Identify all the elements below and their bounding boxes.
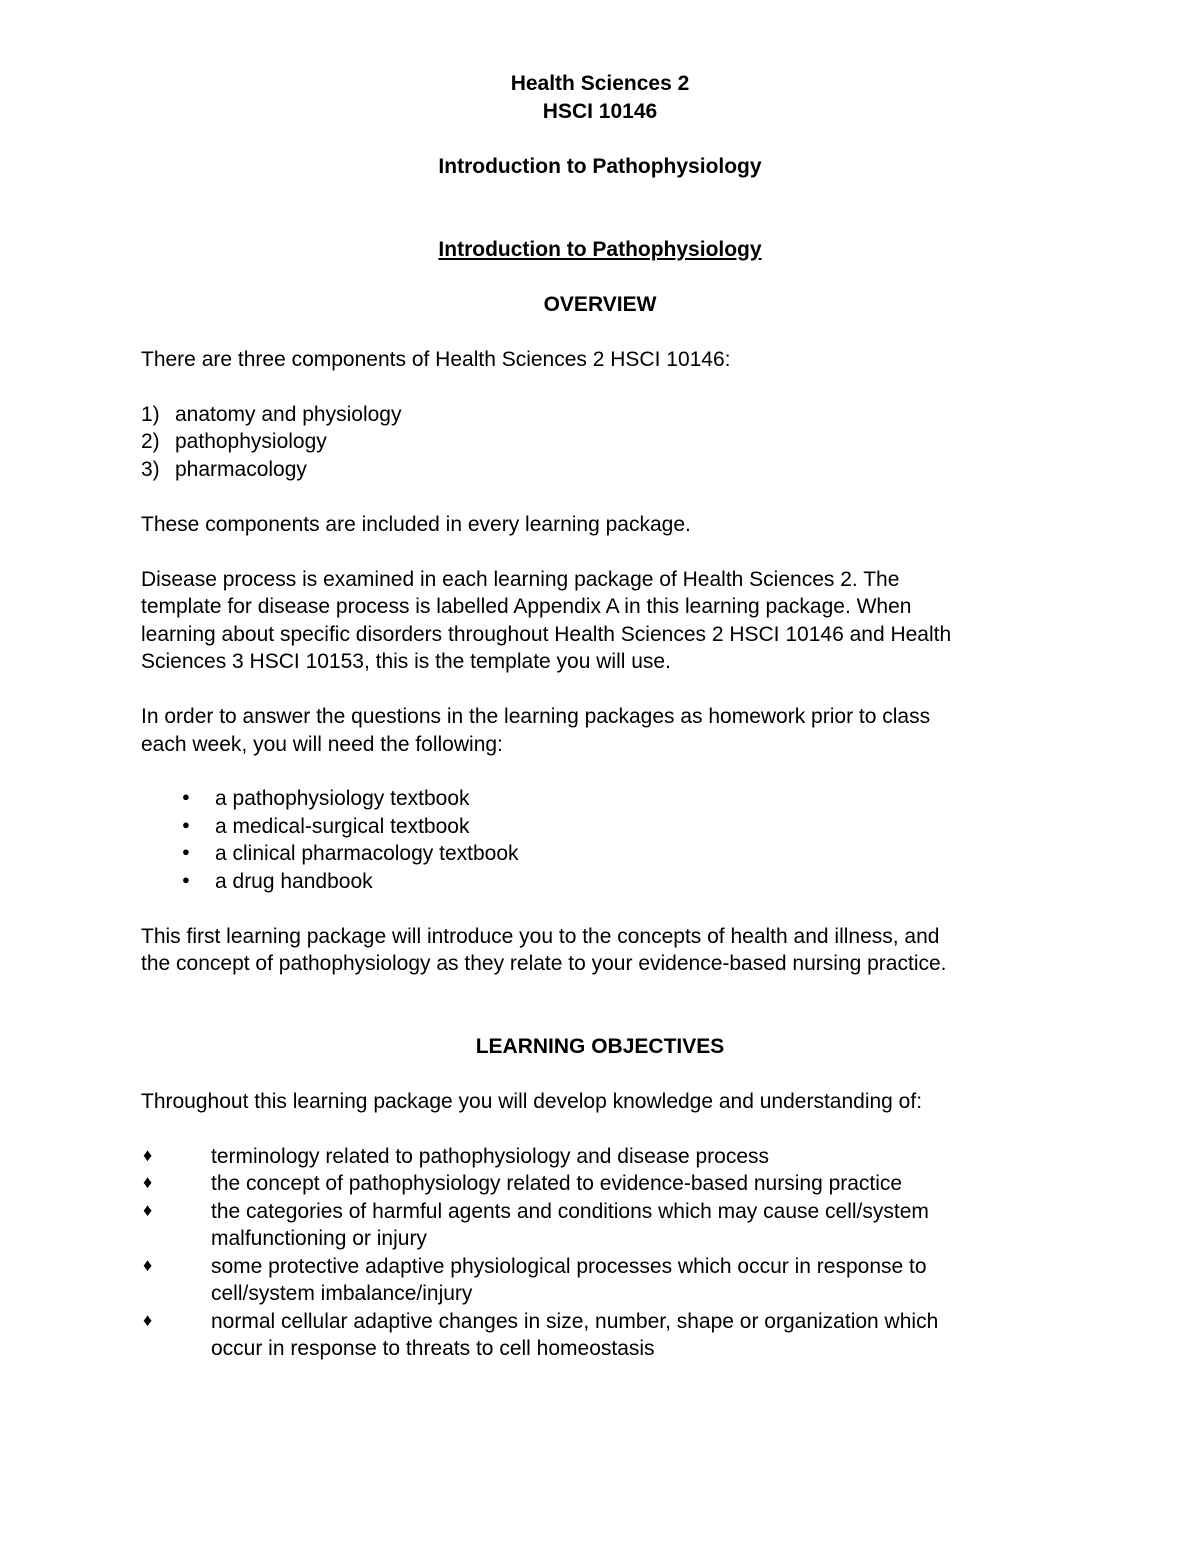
diamond-bullet-icon: ♦ bbox=[143, 1172, 153, 1192]
document-subtitle: Introduction to Pathophysiology bbox=[438, 155, 762, 178]
paragraph-line: template for disease process is labelled Appendix A in this learning package. When bbox=[141, 595, 912, 618]
components-included: These components are included in every learning package. bbox=[141, 513, 691, 536]
list-text: normal cellular adaptive changes in size, number, shape or organization which bbox=[211, 1310, 939, 1333]
list-text: pathophysiology bbox=[175, 430, 327, 453]
list-number: 3) bbox=[141, 458, 160, 481]
paragraph-line: Disease process is examined in each learning package of Health Sciences 2. The bbox=[141, 568, 900, 591]
objectives-intro: Throughout this learning package you will develop knowledge and understanding of: bbox=[141, 1090, 923, 1113]
list-number: 2) bbox=[141, 430, 160, 453]
list-text: some protective adaptive physiological processes which occur in response to bbox=[211, 1255, 927, 1278]
list-text: anatomy and physiology bbox=[175, 403, 402, 426]
diamond-bullet-icon: ♦ bbox=[143, 1200, 153, 1220]
overview-heading: OVERVIEW bbox=[543, 293, 657, 316]
bullet-dot-icon: ● bbox=[182, 872, 190, 887]
diamond-bullet-icon: ♦ bbox=[143, 1145, 153, 1165]
list-number: 1) bbox=[141, 403, 160, 426]
list-text: the concept of pathophysiology related to evidence-based nursing practice bbox=[211, 1172, 903, 1195]
list-text: pharmacology bbox=[175, 458, 307, 481]
paragraph-line: This first learning package will introduce you to the concepts of health and illness, and bbox=[141, 925, 940, 948]
list-text: a clinical pharmacology textbook bbox=[215, 842, 519, 865]
list-text-continued: malfunctioning or injury bbox=[211, 1227, 427, 1250]
paragraph-line: In order to answer the questions in the learning packages as homework prior to class bbox=[141, 705, 931, 728]
objectives-heading: LEARNING OBJECTIVES bbox=[475, 1035, 725, 1058]
list-text: a medical-surgical textbook bbox=[215, 815, 470, 838]
section-title bbox=[0, 236, 1200, 264]
list-text: terminology related to pathophysiology and disease process bbox=[211, 1145, 770, 1168]
bullet-dot-icon: ● bbox=[182, 844, 190, 859]
paragraph-line: the concept of pathophysiology as they relate to your evidence-based nursing practice. bbox=[141, 952, 947, 975]
section-title-text: Introduction to Pathophysiology bbox=[438, 238, 762, 261]
list-text-continued: occur in response to threats to cell homeostasis bbox=[211, 1337, 655, 1360]
course-code: HSCI 10146 bbox=[542, 100, 658, 123]
list-text: a pathophysiology textbook bbox=[215, 787, 470, 810]
course-name: Health Sciences 2 bbox=[510, 72, 690, 95]
list-text: the categories of harmful agents and conditions which may cause cell/system bbox=[211, 1200, 929, 1223]
paragraph-line: learning about specific disorders throughout Health Sciences 2 HSCI 10146 and Health bbox=[141, 623, 952, 646]
list-text: a drug handbook bbox=[215, 870, 373, 893]
paragraph-line: Sciences 3 HSCI 10153, this is the template you will use. bbox=[141, 650, 671, 673]
overview-intro: There are three components of Health Sciences 2 HSCI 10146: bbox=[141, 348, 731, 371]
diamond-bullet-icon: ♦ bbox=[143, 1255, 153, 1275]
list-text-continued: cell/system imbalance/injury bbox=[211, 1282, 473, 1305]
paragraph-line: each week, you will need the following: bbox=[141, 733, 503, 756]
bullet-dot-icon: ● bbox=[182, 817, 190, 832]
bullet-dot-icon: ● bbox=[182, 789, 190, 804]
diamond-bullet-icon: ♦ bbox=[143, 1310, 153, 1330]
